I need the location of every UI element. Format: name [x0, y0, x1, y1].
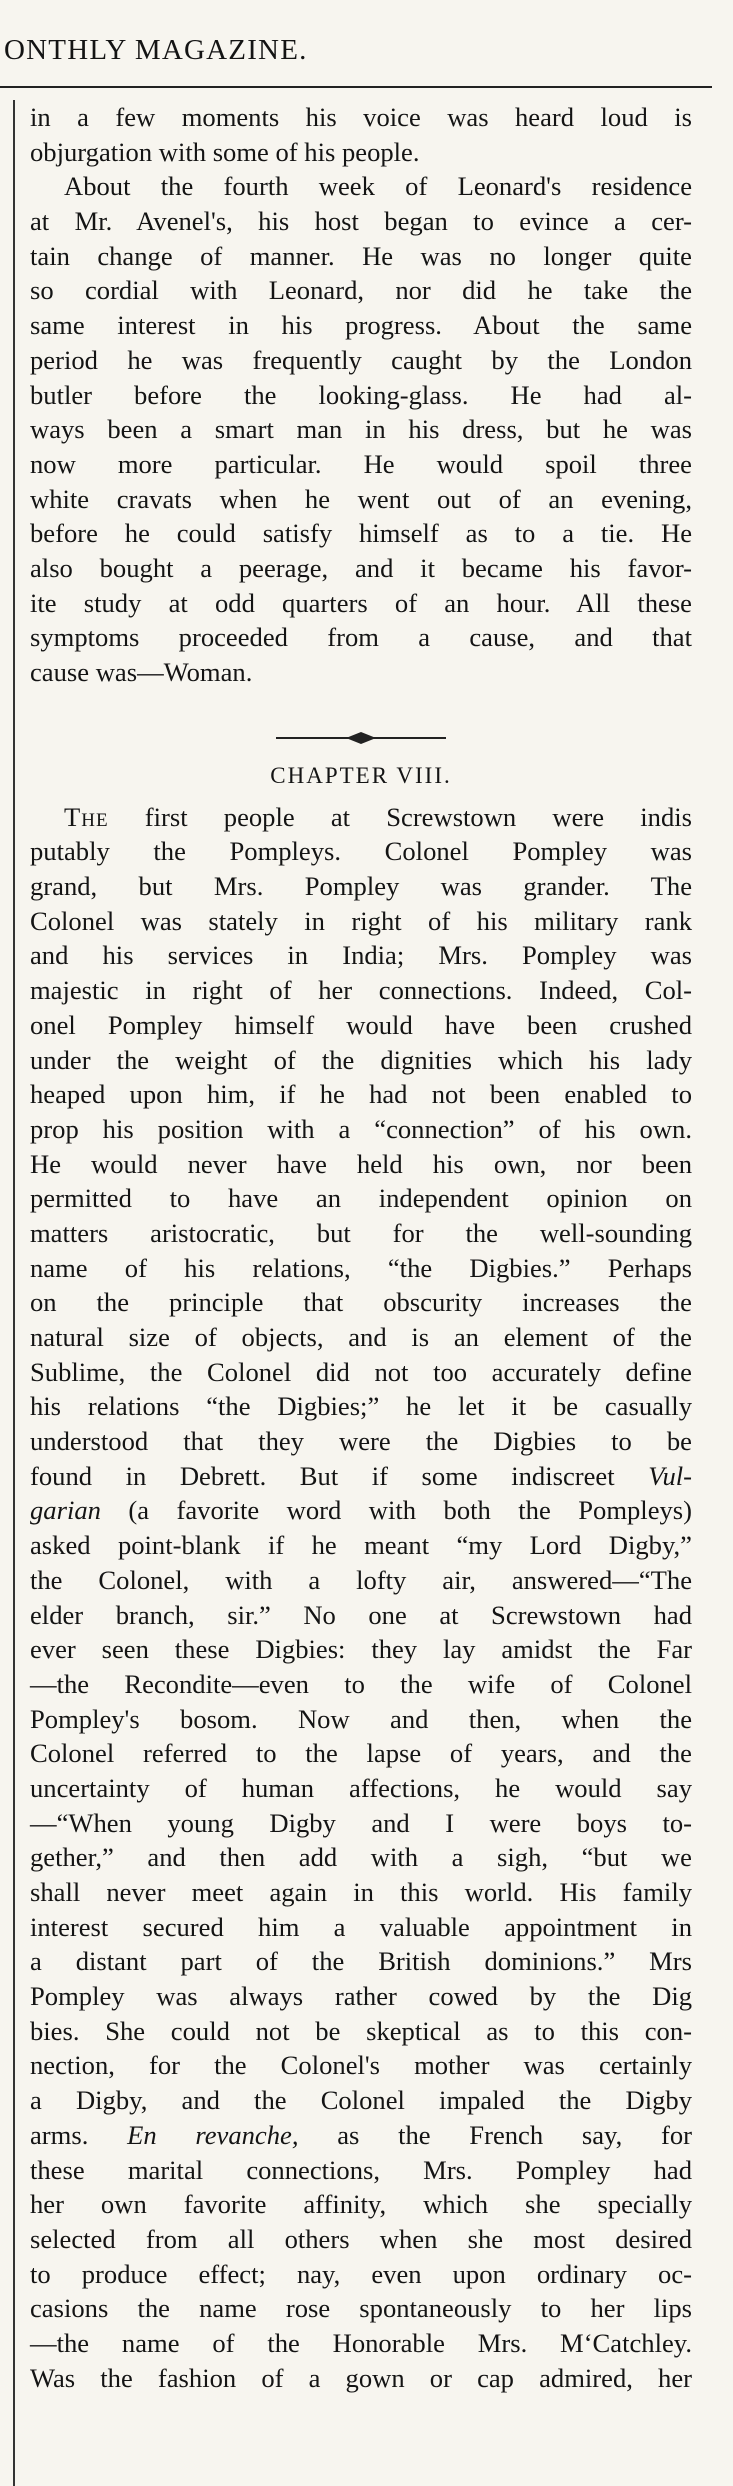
text-line: on the principle that obscurity increases the: [30, 1287, 692, 1318]
text-column: [30, 100, 692, 2395]
text-line: at Mr. Avenel's, his host began to evince a cer-: [30, 206, 692, 237]
running-head: ONTHLY MAGAZINE.: [4, 34, 308, 66]
text-line: grand, but Mrs. Pompley was grander. The: [30, 871, 692, 902]
column-rule: [13, 100, 15, 2486]
text-line: to produce effect; nay, even upon ordinary oc-: [30, 2258, 692, 2289]
text-line: objurgation with some of his people.: [30, 136, 420, 167]
text-line: matters aristocratic, but for the well-sounding: [30, 1217, 692, 1248]
text-line: shall never meet again in this world. His family: [30, 1877, 692, 1907]
text-line: [30, 800, 692, 835]
text-line: Colonel referred to the lapse of years, and the: [30, 1738, 692, 1769]
text-line: same interest in his progress. About the same: [30, 310, 692, 341]
text-line: Was the fashion of a gown or cap admired, her: [30, 2362, 692, 2393]
text-line: name of his relations, “the Digbies.” Perhaps: [30, 1252, 692, 1283]
text-line: bies. She could not be skeptical as to this con-: [30, 2015, 692, 2046]
text-line: interest secured him a valuable appointment in: [30, 1911, 692, 1942]
text-span: as the French say, for: [298, 2119, 692, 2150]
text-line: ite study at odd quarters of an hour. All these: [30, 587, 692, 618]
text-span: found in Debrett. But if some indiscreet: [30, 1460, 649, 1491]
text-line: Sublime, the Colonel did not too accurately define: [30, 1356, 692, 1387]
text-line: her own favorite affinity, which she specially: [30, 2189, 692, 2220]
text-line: About the fourth week of Leonard's residence: [64, 171, 692, 202]
chapter-first-word: The: [64, 801, 109, 832]
text-line: symptoms proceeded from a cause, and that: [30, 622, 692, 653]
text-line: [30, 2118, 692, 2153]
text-line: ever seen these Digbies: they lay amidst the Far: [30, 1634, 692, 1665]
text-line: butler before the looking-glass. He had al-: [30, 379, 692, 410]
text-span: arms.: [30, 2119, 128, 2150]
text-line: tain change of manner. He was no longer quite: [30, 240, 692, 271]
italic-word: garian: [30, 1495, 101, 1526]
text-line: so cordial with Leonard, nor did he take the: [30, 275, 692, 306]
text-line: casions the name rose spontaneously to her lips: [30, 2293, 692, 2324]
chapter-paragraph: [30, 800, 692, 2396]
text-line: [30, 1459, 692, 1494]
text-line: white cravats when he went out of an evening,: [30, 483, 692, 514]
text-line: cause was—Woman.: [30, 657, 253, 687]
text-line: a Digby, and the Colonel impaled the Digby: [30, 2085, 692, 2116]
text-line: He would never have held his own, nor been: [30, 1148, 692, 1179]
text-line: Colonel was stately in right of his military rank: [30, 905, 692, 936]
text-line: in a few moments his voice was heard loud is: [30, 102, 692, 132]
chapter-heading: CHAPTER VIII.: [270, 762, 452, 788]
text-line: now more particular. He would spoil three: [30, 448, 692, 479]
text-line: and his services in India; Mrs. Pompley was: [30, 940, 692, 971]
text-line: understood that they were the Digbies to be: [30, 1426, 692, 1457]
text-line: majestic in right of her connections. Indeed, Col-: [30, 975, 692, 1006]
text-line: —the name of the Honorable Mrs. M‘Catchley.: [30, 2327, 692, 2358]
text-line: onel Pompley himself would have been crushed: [30, 1009, 692, 1040]
text-line: under the weight of the dignities which his lady: [30, 1044, 692, 1075]
text-line: natural size of objects, and is an element of the: [30, 1322, 692, 1352]
paragraph-leonard: [30, 169, 692, 689]
italic-phrase: En revanche,: [127, 2119, 299, 2150]
text-line: also bought a peerage, and it became his favor-: [30, 552, 692, 583]
text-line: ways been a smart man in his dress, but he was: [30, 414, 692, 445]
text-line: his relations “the Digbies;” he let it be casually: [30, 1391, 692, 1422]
text-line: uncertainty of human affections, he would say: [30, 1772, 692, 1803]
text-line: permitted to have an independent opinion on: [30, 1183, 692, 1214]
text-line: these marital connections, Mrs. Pompley had: [30, 2154, 692, 2185]
section-ornament: [30, 718, 692, 758]
text-line: prop his position with a “connection” of his own.: [30, 1113, 692, 1144]
text-line: putably the Pompleys. Colonel Pompley was: [30, 836, 692, 867]
text-line: gether,” and then add with a sigh, “but we: [30, 1842, 692, 1873]
text-span: (a favorite word with both the Pompleys): [100, 1495, 692, 1526]
header-rule: [0, 86, 712, 88]
text-span: first people at Screwstown were indis: [108, 801, 692, 832]
text-line: before he could satisfy himself as to a tie. He: [30, 518, 692, 549]
text-line: elder branch, sir.” No one at Screwstown had: [30, 1599, 692, 1630]
text-line: Pompley was always rather cowed by the Dig: [30, 1981, 692, 2012]
text-line: —the Recondite—even to the wife of Colonel: [30, 1668, 692, 1699]
italic-word: Vul-: [648, 1460, 692, 1491]
paragraph-continued: [30, 100, 692, 169]
text-line: Pompley's bosom. Now and then, when the: [30, 1703, 692, 1734]
text-line: the Colonel, with a lofty air, answered—“The: [30, 1564, 692, 1595]
text-line: selected from all others when she most desired: [30, 2223, 692, 2254]
text-line: —“When young Digby and I were boys to-: [30, 1807, 692, 1838]
text-line: nection, for the Colonel's mother was certainly: [30, 2050, 692, 2081]
text-line: period he was frequently caught by the London: [30, 344, 692, 375]
text-line: a distant part of the British dominions.” Mrs: [30, 1946, 692, 1977]
text-line: asked point-blank if he meant “my Lord Digby,”: [30, 1530, 692, 1561]
ornament-divider-icon: [276, 730, 446, 746]
text-line: [30, 1493, 692, 1528]
text-line: heaped upon him, if he had not been enabled to: [30, 1079, 692, 1110]
